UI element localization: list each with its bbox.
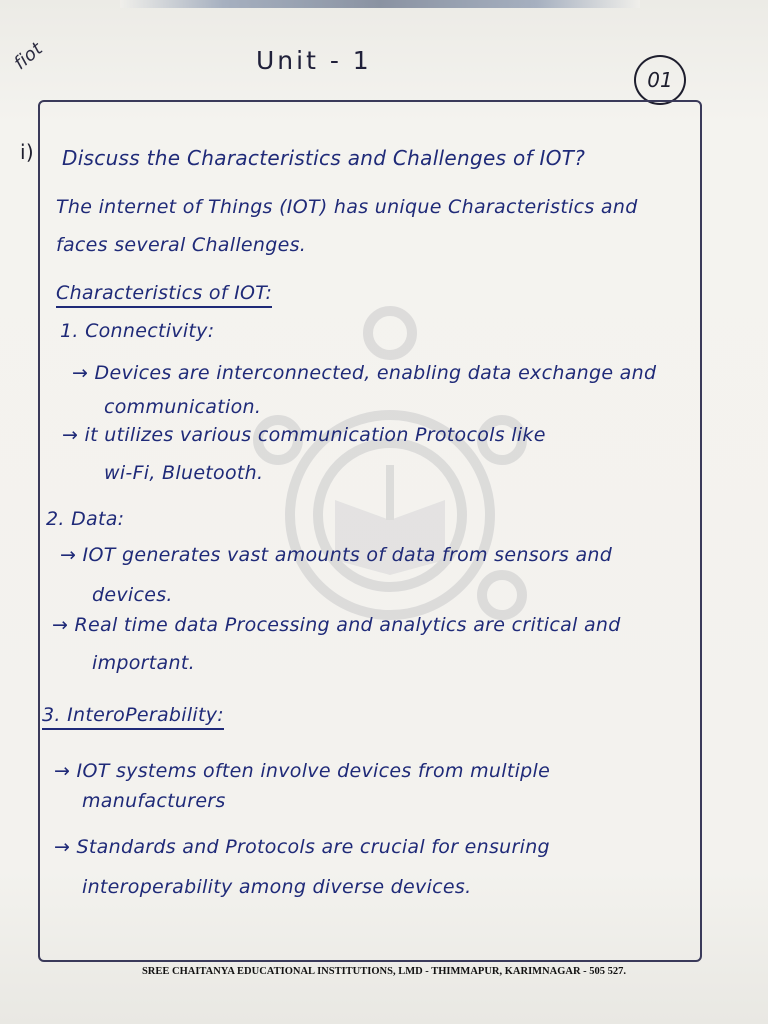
item-3-bullet-2-line-2: interoperability among diverse devices. <box>82 876 472 898</box>
item-1-bullet-2-line-1: → it utilizes various communication Protocols like <box>62 424 546 446</box>
item-3-heading: 3. InteroPerability: <box>42 704 224 730</box>
item-2-bullet-2-line-1: → Real time data Processing and analytics are critical and <box>52 614 621 636</box>
item-1-bullet-2-line-2: wi-Fi, Bluetooth. <box>104 462 264 484</box>
intro-line-2: faces several Challenges. <box>56 234 307 256</box>
section-heading: Characteristics of IOT: <box>56 282 272 308</box>
item-2-bullet-1-line-2: devices. <box>92 584 173 606</box>
question-number: i) <box>20 140 34 164</box>
item-2-heading: 2. Data: <box>46 508 125 530</box>
top-edge-strip <box>120 0 640 8</box>
margin-note: fiot <box>10 38 47 75</box>
item-3-bullet-1-line-1: → IOT systems often involve devices from multiple <box>54 760 551 782</box>
item-1-bullet-1-line-2: communication. <box>104 396 262 418</box>
page-number: 01 <box>634 55 686 105</box>
item-1-heading: 1. Connectivity: <box>60 320 215 342</box>
item-3-bullet-2-line-1: → Standards and Protocols are crucial for ensuring <box>54 836 550 858</box>
item-3-bullet-1-line-2: manufacturers <box>82 790 226 812</box>
footer-institution-text: SREE CHAITANYA EDUCATIONAL INSTITUTIONS, LMD - THIMMAPUR, KARIMNAGAR - 505 527. <box>141 966 627 977</box>
intro-line-1: The internet of Things (IOT) has unique Characteristics and <box>56 196 638 218</box>
item-2-bullet-1-line-1: → IOT generates vast amounts of data from sensors and <box>60 544 613 566</box>
item-1-bullet-1-line-1: → Devices are interconnected, enabling data exchange and <box>72 362 657 384</box>
unit-title: Unit - 1 <box>256 46 372 75</box>
question-text: Discuss the Characteristics and Challenges of IOT? <box>62 146 586 170</box>
item-2-bullet-2-line-2: important. <box>92 652 195 674</box>
